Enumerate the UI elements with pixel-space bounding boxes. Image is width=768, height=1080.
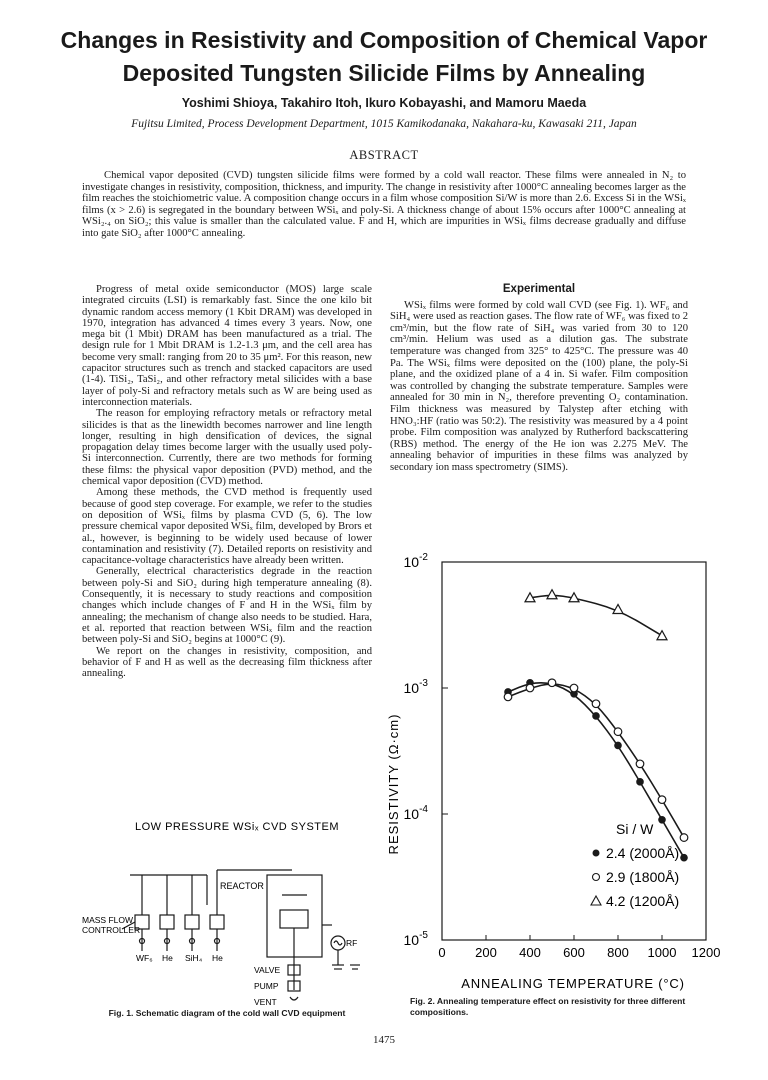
data-point-open-circle: [636, 760, 644, 768]
data-point-open-circle: [592, 700, 600, 708]
valve-label: VALVE: [254, 965, 281, 975]
legend-marker-open-circle: [593, 874, 600, 881]
cvd-schematic-figure: [82, 815, 372, 1025]
legend-label: 4.2 (1200Å): [606, 893, 680, 909]
mfc-label-line-1: MASS FLOW: [82, 915, 134, 925]
x-axis-label: ANNEALING TEMPERATURE (°C): [461, 976, 685, 991]
legend-marker-open-triangle: [591, 896, 601, 905]
intro-paragraph-4: Generally, electrical characteristics degrade in the reaction between poly-Si and SiO₂ during high temperature annealing (8). Consequently, it is necessary to study reactions and composition changes which include changes of F and H in the WSiₓ film by annealing; the mechanism of change also needs to be studied. Hara, et al. reported that reaction between WSiₓ film and the reaction between poly-Si and SiO₂ begins at 1000°C (9).: [82, 566, 372, 646]
title-line-1: Changes in Resistivity and Composition of Chemical Vapor: [60, 27, 708, 53]
data-point-open-triangle: [547, 590, 557, 599]
data-point-open-circle: [658, 796, 666, 804]
gas-label-sih4: SiH₄: [185, 953, 203, 963]
paper-title: [40, 24, 728, 90]
series-line-1: [508, 683, 684, 858]
introduction-column: [82, 284, 372, 679]
intro-paragraph-1: Progress of metal oxide semiconductor (MOS) large scale integrated circuits (LSI) is remarkably fast. Since the one kilo bit dynamic random access memory (1 Kbit DRAM) was developed in 1970, integration has advanced 4 times every 3 years. Now, one mega bit (1 Mbit) DRAM has been manufactured as a trial. The design rule for 1 Mbit DRAM is 1.2-1.3 μm, and the cell area has become very small: ranging from 20 to 35 μm². For this reason, new capacitor structures such as trench and stacked capacitors are used (1-4). TiSi₂, TaSi₂, and other refractory metal silicides with a base layer of poly-Si and refractory metals such as W are being used as interconnection materials.: [82, 284, 372, 408]
pump-label: PUMP: [254, 981, 279, 991]
page-number: 1475: [373, 1034, 395, 1046]
data-point-filled-circle: [614, 742, 622, 750]
x-tick-label: 200: [475, 945, 497, 960]
author-list: Yoshimi Shioya, Takahiro Itoh, Ikuro Kobayashi, and Mamoru Maeda: [181, 96, 587, 110]
data-point-open-circle: [680, 834, 688, 842]
experimental-paragraph: WSiₓ films were formed by cold wall CVD (see Fig. 1). WF₆ and SiH₄ were used as reaction gases. The flow rate of WF₆ was fixed to 2 cm³/min, but the flow rate of SiH₄ was varied from 30 to 120 cm³/min. Helium was used as a dilution gas. The substrate temperature was changed from 325° to 425°C. The pressure was 40 Pa. The WSiₓ films were deposited on the (100) plane, the poly-Si plane, and the oxidized plane of a 4 in. Si wafer. Film composition was controlled by changing the substrate temperature. Samples were annealed for 30 min in N₂, therefore preventing O₂ contamination. Film thickness was measured by Talystep after etching with HNO₃:HF (ratio was 50:2). The resistivity was measured by a 4 point probe. Film composition was analyzed by Rutherford backscattering (RBS) method. The energy of the He ion was 2.275 MeV. The annealing behavior of impurities in these films was analyzed by secondary ion mass spectrometry (SIMS).: [390, 299, 688, 473]
data-point-filled-circle: [592, 712, 600, 720]
mfc-box-4: [210, 915, 224, 929]
y-tick-label: $10^{-3}$: [403, 678, 428, 696]
x-tick-label: 1200: [691, 945, 721, 960]
series-line-3: [530, 595, 662, 635]
gas-label-he-1: He: [162, 953, 173, 963]
legend-title: Si / W: [616, 821, 654, 837]
gas-label-he-2: He: [212, 953, 223, 963]
title-line-2: Deposited Tungsten Silicide Films by Annealing: [122, 60, 646, 86]
abstract-heading: ABSTRACT: [349, 148, 419, 162]
intro-paragraph-5: We report on the changes in resistivity, composition, and behavior of F and H as well as the decreasing film thickness after annealing.: [82, 645, 372, 680]
y-tick-label: $10^{-5}$: [403, 930, 428, 948]
rf-label: RF: [346, 938, 358, 948]
data-point-open-circle: [614, 728, 622, 736]
affiliation: Fujitsu Limited, Process Development Department, 1015 Kamikodanaka, Nakahara-ku, Kawasaki 211, Japan: [131, 118, 637, 130]
data-point-open-circle: [570, 684, 578, 692]
y-axis-label: RESISTIVITY (Ω·cm): [386, 713, 401, 855]
data-point-open-triangle: [657, 631, 667, 640]
fig1-caption: Fig. 1. Schematic diagram of the cold wall CVD equipment: [108, 1008, 346, 1018]
y-tick-label: $10^{-2}$: [403, 552, 428, 570]
x-tick-label: 1000: [647, 945, 677, 960]
mfc-box-3: [185, 915, 199, 929]
x-tick-label: 400: [519, 945, 541, 960]
experimental-column: [390, 284, 688, 474]
fig2-caption: Fig. 2. Annealing temperature effect on resistivity for three different compositions.: [410, 996, 686, 1017]
data-point-filled-circle: [680, 854, 688, 862]
x-tick-label: 600: [563, 945, 585, 960]
legend-marker-filled-circle: [593, 850, 600, 857]
data-point-filled-circle: [658, 816, 666, 824]
data-point-open-circle: [548, 679, 556, 687]
data-point-open-circle: [504, 693, 512, 701]
intro-paragraph-3: Among these methods, the CVD method is frequently used because of good step coverage. For example, we refer to the studies on deposition of WSiₓ films by plasma CVD (5, 6). The low pressure chemical vapor deposited WSiₓ film, developed by Brors et al., however, is beginning to be widely used because of lower contamination and resistivity (7). Detailed reports on resistivity and capacitance-voltage characteristics have already been written.: [82, 487, 372, 567]
mfc-label-line-2: CONTROLLER: [82, 925, 141, 935]
legend-label: 2.9 (1800Å): [606, 869, 680, 885]
y-tick-label: $10^{-4}$: [403, 804, 428, 822]
resistivity-chart: [386, 534, 721, 996]
mfc-box-2: [160, 915, 174, 929]
data-point-open-circle: [526, 684, 534, 692]
reactor-label: REACTOR: [220, 881, 264, 891]
data-point-filled-circle: [636, 778, 644, 786]
gas-label-wf6: WF₆: [136, 953, 153, 963]
x-tick-label: 800: [607, 945, 629, 960]
fig1-heading: LOW PRESSURE WSiₓ CVD SYSTEM: [134, 821, 340, 833]
intro-paragraph-2: The reason for employing refractory metals or refractory metal silicides is that as the linewidth becomes narrower and line length longer, resulting in high densification of devices, the signal propagation delay times become larger with the usually used poly-Si interconnection. Currently, there are two methods for forming these films: the physical vapor deposition (PVD) method, and the chemical vapor deposition (CVD) method.: [82, 408, 372, 488]
experimental-heading: Experimental: [502, 283, 576, 295]
vent-label: VENT: [254, 997, 277, 1007]
legend-label: 2.4 (2000Å): [606, 845, 680, 861]
x-tick-label: 0: [438, 945, 446, 960]
abstract-text: Chemical vapor deposited (CVD) tungsten silicide films were formed by a cold wall reactor. These films were annealed in N₂ to investigate changes in resistivity, composition, thickness, and impurity. The change in resistivity after 1000°C annealing becomes larger as the film reaches the stoichiometric value. A composition change occurs in a film whose composition Si/W is more than 2.6. Excess Si in the WSiₓ films (x > 2.6) is segregated in the boundary between WSiₓ and poly-Si. A thickness change of about 15% occurs after 1000°C annealing at WSi₂.₄ on SiO₂; this value is smaller than the calculated value. F and H, which are impurities in WSiₓ films decrease gradually and diffuse into gate SiO₂ after 1000°C annealing.: [82, 170, 686, 239]
